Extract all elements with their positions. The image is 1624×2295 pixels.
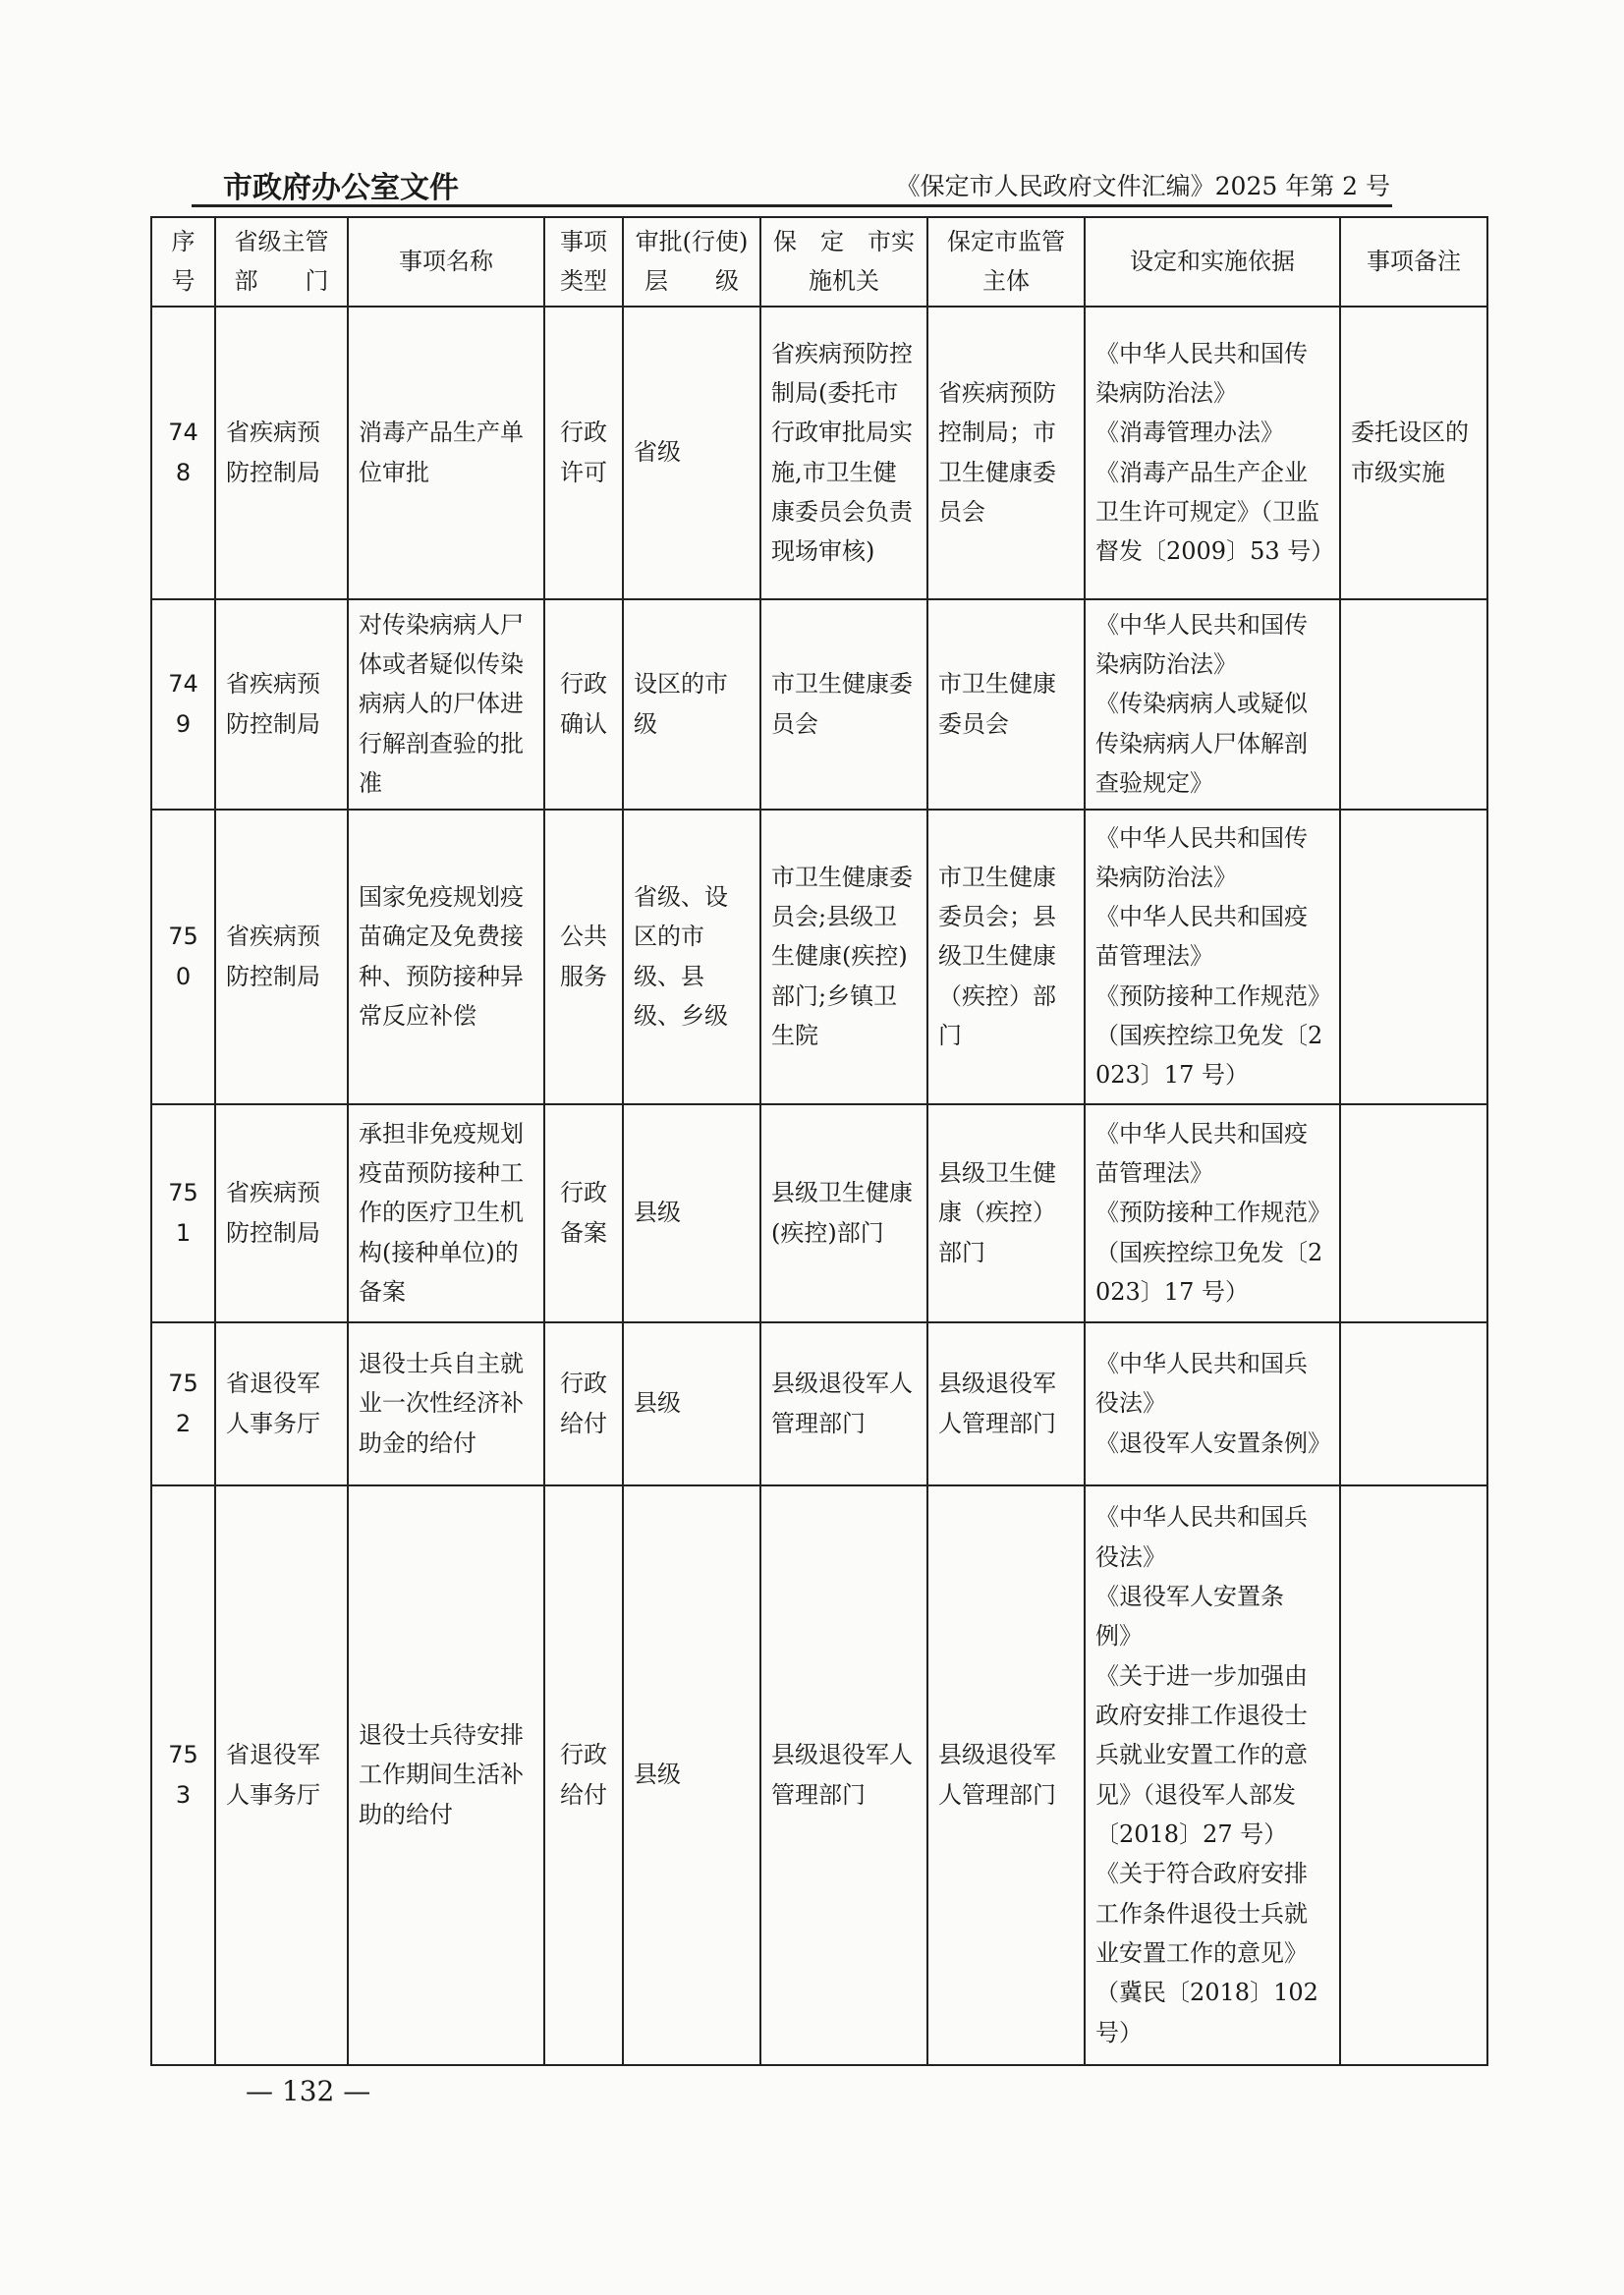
table-row: [151, 1485, 1487, 2065]
col-header-no: 序号: [151, 217, 215, 307]
cell-type: 行政给付: [544, 1485, 623, 2065]
cell-dept: 省疾病预防控制局: [215, 307, 348, 599]
cell-agency: 县级退役军人管理部门: [760, 1322, 927, 1485]
cell-level: 省级、设区的市级、县级、乡级: [623, 810, 760, 1104]
cell-dept: 省退役军人事务厅: [215, 1485, 348, 2065]
cell-agency: 县级卫生健康(疾控)部门: [760, 1104, 927, 1322]
header-rule: [192, 204, 1392, 207]
cell-dept: 省疾病预防控制局: [215, 810, 348, 1104]
cell-level: 县级: [623, 1322, 760, 1485]
cell-level: 省级: [623, 307, 760, 599]
col-header-type: 事项类型: [544, 217, 623, 307]
cell-supervisor: 县级退役军人管理部门: [927, 1485, 1085, 2065]
cell-dept: 省疾病预防控制局: [215, 1104, 348, 1322]
cell-basis: 《中华人民共和国兵役法》 《退役军人安置条例》 《关于进一步加强由政府安排工作退役士兵就业安置工作的意见》（退役军人部发〔2018〕27 号） 《关于符合政府安排工作条件退役士兵就业安置工作的意见》（冀民〔2018〕102 号）: [1085, 1485, 1340, 2065]
cell-note: [1340, 599, 1487, 810]
col-header-dept: 省级主管部 门: [215, 217, 348, 307]
cell-supervisor: 省疾病预防控制局；市卫生健康委员会: [927, 307, 1085, 599]
cell-name: 退役士兵待安排工作期间生活补助的给付: [348, 1485, 544, 2065]
cell-dept: 省疾病预防控制局: [215, 599, 348, 810]
items-table: [150, 216, 1488, 2066]
cell-supervisor: 市卫生健康委员会: [927, 599, 1085, 810]
cell-basis: 《中华人民共和国传染病防治法》 《中华人民共和国疫苗管理法》 《预防接种工作规范》（国疾控综卫免发〔2023〕17 号）: [1085, 810, 1340, 1104]
cell-supervisor: 县级卫生健康（疾控）部门: [927, 1104, 1085, 1322]
cell-no: 751: [151, 1104, 215, 1322]
cell-basis: 《中华人民共和国兵役法》 《退役军人安置条例》: [1085, 1322, 1340, 1485]
table-row: [151, 810, 1487, 1104]
cell-note: [1340, 1485, 1487, 2065]
cell-no: 752: [151, 1322, 215, 1485]
table-row: [151, 599, 1487, 810]
table-header-row: [151, 217, 1487, 307]
cell-no: 749: [151, 599, 215, 810]
cell-agency: 省疾病预防控制局(委托市行政审批局实施,市卫生健康委员会负责现场审核): [760, 307, 927, 599]
cell-name: 消毒产品生产单位审批: [348, 307, 544, 599]
col-header-supervisor: 保定市监管主体: [927, 217, 1085, 307]
cell-type: 行政备案: [544, 1104, 623, 1322]
cell-dept: 省退役军人事务厅: [215, 1322, 348, 1485]
cell-level: 县级: [623, 1485, 760, 2065]
cell-basis: 《中华人民共和国疫苗管理法》 《预防接种工作规范》（国疾控综卫免发〔2023〕17 号）: [1085, 1104, 1340, 1322]
header-source: 市政府办公室文件: [223, 171, 459, 205]
cell-note: [1340, 810, 1487, 1104]
cell-name: 退役士兵自主就业一次性经济补助金的给付: [348, 1322, 544, 1485]
cell-agency: 县级退役军人管理部门: [760, 1485, 927, 2065]
table-row: [151, 1104, 1487, 1322]
cell-name: 国家免疫规划疫苗确定及免费接种、预防接种异常反应补偿: [348, 810, 544, 1104]
cell-level: 县级: [623, 1104, 760, 1322]
cell-supervisor: 市卫生健康委员会；县级卫生健康（疾控）部门: [927, 810, 1085, 1104]
col-header-basis: 设定和实施依据: [1085, 217, 1340, 307]
cell-agency: 市卫生健康委员会;县级卫生健康(疾控)部门;乡镇卫生院: [760, 810, 927, 1104]
cell-basis: 《中华人民共和国传染病防治法》 《消毒管理办法》 《消毒产品生产企业卫生许可规定》（卫监督发〔2009〕53 号）: [1085, 307, 1340, 599]
cell-type: 公共服务: [544, 810, 623, 1104]
header-publication: 《保定市人民政府文件汇编》2025 年第 2 号: [895, 172, 1390, 200]
cell-type: 行政给付: [544, 1322, 623, 1485]
cell-no: 750: [151, 810, 215, 1104]
cell-name: 对传染病病人尸体或者疑似传染病病人的尸体进行解剖查验的批准: [348, 599, 544, 810]
cell-supervisor: 县级退役军人管理部门: [927, 1322, 1085, 1485]
cell-note: [1340, 1322, 1487, 1485]
col-header-level: 审批(行使)层 级: [623, 217, 760, 307]
cell-no: 753: [151, 1485, 215, 2065]
page-number: — 132 —: [246, 2075, 371, 2107]
cell-note: [1340, 1104, 1487, 1322]
col-header-note: 事项备注: [1340, 217, 1487, 307]
cell-agency: 市卫生健康委员会: [760, 599, 927, 810]
table-row: [151, 307, 1487, 599]
cell-basis: 《中华人民共和国传染病防治法》 《传染病病人或疑似传染病病人尸体解剖查验规定》: [1085, 599, 1340, 810]
cell-level: 设区的市级: [623, 599, 760, 810]
cell-name: 承担非免疫规划疫苗预防接种工作的医疗卫生机构(接种单位)的备案: [348, 1104, 544, 1322]
table-row: [151, 1322, 1487, 1485]
cell-note: 委托设区的市级实施: [1340, 307, 1487, 599]
cell-no: 748: [151, 307, 215, 599]
page-header: [192, 161, 1390, 204]
col-header-name: 事项名称: [348, 217, 544, 307]
cell-type: 行政许可: [544, 307, 623, 599]
col-header-agency: 保 定 市实施机关: [760, 217, 927, 307]
cell-type: 行政确认: [544, 599, 623, 810]
